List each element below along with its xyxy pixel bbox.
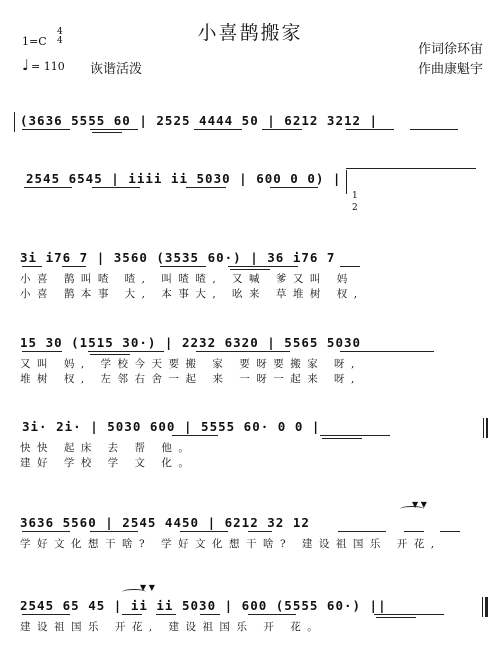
score-line-5	[0, 416, 500, 471]
music-notes: 3i i76 7 | 3560 (3535 60·) | 36 i76 7	[20, 250, 336, 265]
score-line-3	[0, 247, 500, 302]
lyricist-credit: 作词徐环宙	[418, 42, 484, 57]
key-signature: 1=C	[22, 35, 47, 48]
quarter-note-icon: ♩	[22, 56, 30, 74]
accent-marks: ▼ ▼	[412, 500, 427, 509]
lyrics-line: 学好文化想干啥? 学好文化想干啥? 建设祖国乐 开花,	[20, 538, 441, 550]
composer-credit: 作曲康魁宇	[418, 62, 484, 77]
lyrics-verse-1: 快快 起床 去 帮 他。	[20, 442, 196, 454]
lyrics-verse-1: 又叫 妈, 学校今天要搬 家 要呀要搬家 呀,	[20, 358, 361, 370]
lyrics-line: 建设祖国乐 开花, 建设祖国乐 开 花。	[20, 621, 325, 633]
ending-mark-2: 2	[352, 203, 358, 213]
lyrics-verse-2: 建好 学校 学 文 化。	[20, 457, 196, 469]
score-line-7	[0, 583, 500, 640]
score-line-1	[0, 110, 500, 140]
song-title: 小喜鹊搬家	[197, 22, 303, 44]
music-notes: 15 30 (1515 30·) | 2232 6320 | 5565 5030	[20, 335, 362, 350]
lyrics-verse-2: 堆树 杈, 左邻右舍一起 来 一呀一起来 呀,	[20, 373, 361, 385]
music-notes: 3636 5560 | 2545 4450 | 6212 32 12	[20, 515, 310, 530]
music-notes: (3636 5555 60 | 2525 4444 50 | 6212 3212 |	[20, 113, 379, 128]
music-notes: 2545 6545 | iiii ii 5030 | 600 0 0) |	[26, 171, 342, 186]
time-denominator: 4	[57, 36, 63, 46]
music-notes: 3i· 2i· | 5030 600 | 5555 60· 0 0 |	[22, 419, 321, 434]
score-line-2	[0, 168, 500, 223]
ending-mark-1: 1	[352, 191, 358, 201]
lyrics-verse-1: 小喜 鹊叫喳 喳, 叫喳喳, 又喊 爹又叫 妈	[20, 273, 354, 285]
music-notes: 2545 65 45 | ii ii 5030 | 600 (5555 60·) ||	[20, 598, 387, 613]
mood-marking: 诙谐活泼	[90, 62, 143, 77]
time-signature	[57, 28, 63, 46]
volta-endings	[352, 190, 358, 214]
tempo-value: = 110	[31, 60, 65, 73]
score-line-4	[0, 332, 500, 387]
lyrics-verse-2: 小喜 鹊本事 大, 本事大, 吆来 草堆树 杈,	[20, 288, 364, 300]
time-numerator: 4	[57, 27, 63, 37]
score-line-6	[0, 500, 500, 557]
accent-marks: ▼ ▼	[140, 583, 155, 592]
